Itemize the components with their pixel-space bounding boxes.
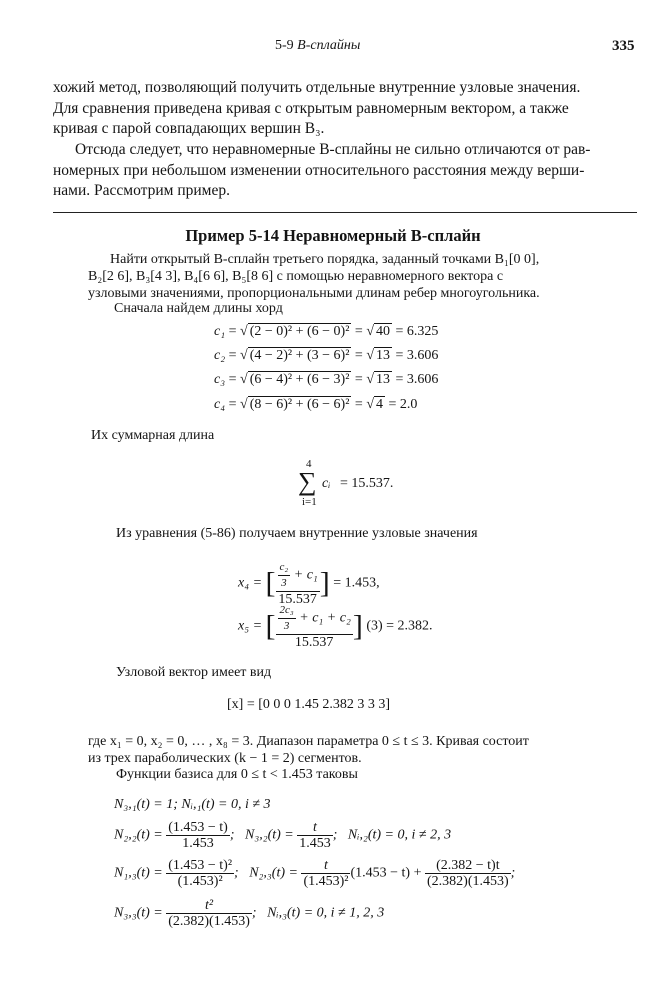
text-line: где x₁ = 0, x₂ = 0, … , x₈ = 3. Диапазон параметра 0 ≤ t ≤ 3. Кривая состоит: [88, 734, 529, 749]
text-line: Для сравнения приведена кривая с открытым равномерным вектором, а также: [53, 99, 569, 117]
basis-row-2: N₂,₂(t) = $\frac{(1.453 - t)}{1.453}$ ; N₃,₂(t) = $\frac{t}{1.453}$ ; Nᵢ,₂(t) = 0, i ≠ 2, 3: [114, 820, 452, 851]
running-header: [275, 38, 360, 54]
intro-paragraph-1: [53, 78, 637, 140]
basis-intro: Функции базиса для 0 ≤ t < 1.453 таковы: [116, 767, 358, 782]
sigma-symbol: ∑: [298, 467, 317, 496]
text-line: B₂[2 6], B₃[4 3], B₄[6 6], B₅[8 6] с помощью неравномерного вектора с: [88, 269, 504, 284]
vector-intro: Узловой вектор имеет вид: [116, 665, 272, 680]
basis-row-3: N₁,₃(t) = $\frac{\text{(1.453 − t)²}}{\text{(1.453)²}}$ ; N₂,₃(t) = $\frac{t}{\text{(1.453)²}}$ (1.453 − t) + $\frac{(2.382 - t)t}{(2.382)(1.453)}$ ;: [114, 858, 516, 889]
parameter-range-text: [88, 733, 603, 767]
text-line: хожий метод, позволяющий получить отдельные внутренние узловые значения.: [53, 79, 581, 96]
basis-row-4: N₃,₃(t) = $\frac{\text{t²}}{(2.382)(1.453)}$ ; Nᵢ,₃(t) = 0, i ≠ 1, 2, 3: [114, 898, 385, 929]
sum-upper-limit: 4: [306, 458, 312, 470]
x5-equation: x₅ = [ $\frac{\text{2c₃}}{3}$ + c₁ + c₂ 15.537 ] (3) = 2.382.: [238, 604, 433, 650]
text-line: узловыми значениями, пропорциональными длинам ребер многоугольника.: [88, 286, 540, 301]
sum-result: = 15.537.: [340, 476, 394, 491]
intro-paragraph-2: [53, 140, 637, 202]
sum-intro: Их суммарная длина: [91, 428, 215, 443]
page-number: 335: [612, 38, 635, 54]
chord-equation-4: c₄ = √ (8 − 6)² + (6 − 6)² = √ 4 = 2.0: [214, 397, 418, 412]
section-number: 5-9: [275, 38, 294, 53]
x4-equation: x₄ = [ $\frac{\text{c₂}}{3}$ + c₁ 15.537 ] = 1.453,: [238, 561, 380, 607]
sum-lower-limit: i=1: [302, 496, 317, 508]
knots-intro: Из уравнения (5-86) получаем внутренние узловые значения: [116, 526, 478, 541]
sum-term: cᵢ: [322, 476, 331, 491]
chord-equation-2: c₂ = √ (4 − 2)² + (3 − 6)² = √ 13 = 3.606: [214, 348, 439, 363]
sum-equation: [298, 458, 438, 508]
example-divider: [53, 212, 637, 213]
text-line: номерных при небольшом изменении относительного расстояния между верши-: [53, 161, 585, 179]
section-title: В-сплайны: [297, 38, 361, 53]
text-line: Найти открытый В-сплайн третьего порядка, заданный точками B₁[0 0],: [110, 252, 540, 267]
chord-equation-1: c₁ = √ (2 − 0)² + (6 − 0)² = √ 40 = 6.325: [214, 324, 439, 339]
chords-intro: Сначала найдем длины хорд: [114, 301, 283, 316]
knot-vector: [x] = [0 0 0 1.45 2.382 3 3 3]: [227, 697, 391, 712]
chord-equation-3: c₃ = √ (6 − 4)² + (6 − 3)² = √ 13 = 3.606: [214, 372, 439, 387]
text-line: Отсюда следует, что неравномерные В-сплайны не сильно отличаются от рав-: [75, 141, 591, 158]
example-title: Пример 5-14 Неравномерный В-сплайн: [185, 226, 481, 245]
basis-row-1: N₃,₁(t) = 1; Nᵢ,₁(t) = 0, i ≠ 3: [114, 797, 271, 812]
example-task: [88, 251, 603, 302]
text-line: из трех параболических (k − 1 = 2) сегментов.: [88, 751, 362, 766]
text-line: кривая с парой совпадающих вершин B₃.: [53, 120, 325, 137]
text-line: нами. Рассмотрим пример.: [53, 182, 230, 199]
